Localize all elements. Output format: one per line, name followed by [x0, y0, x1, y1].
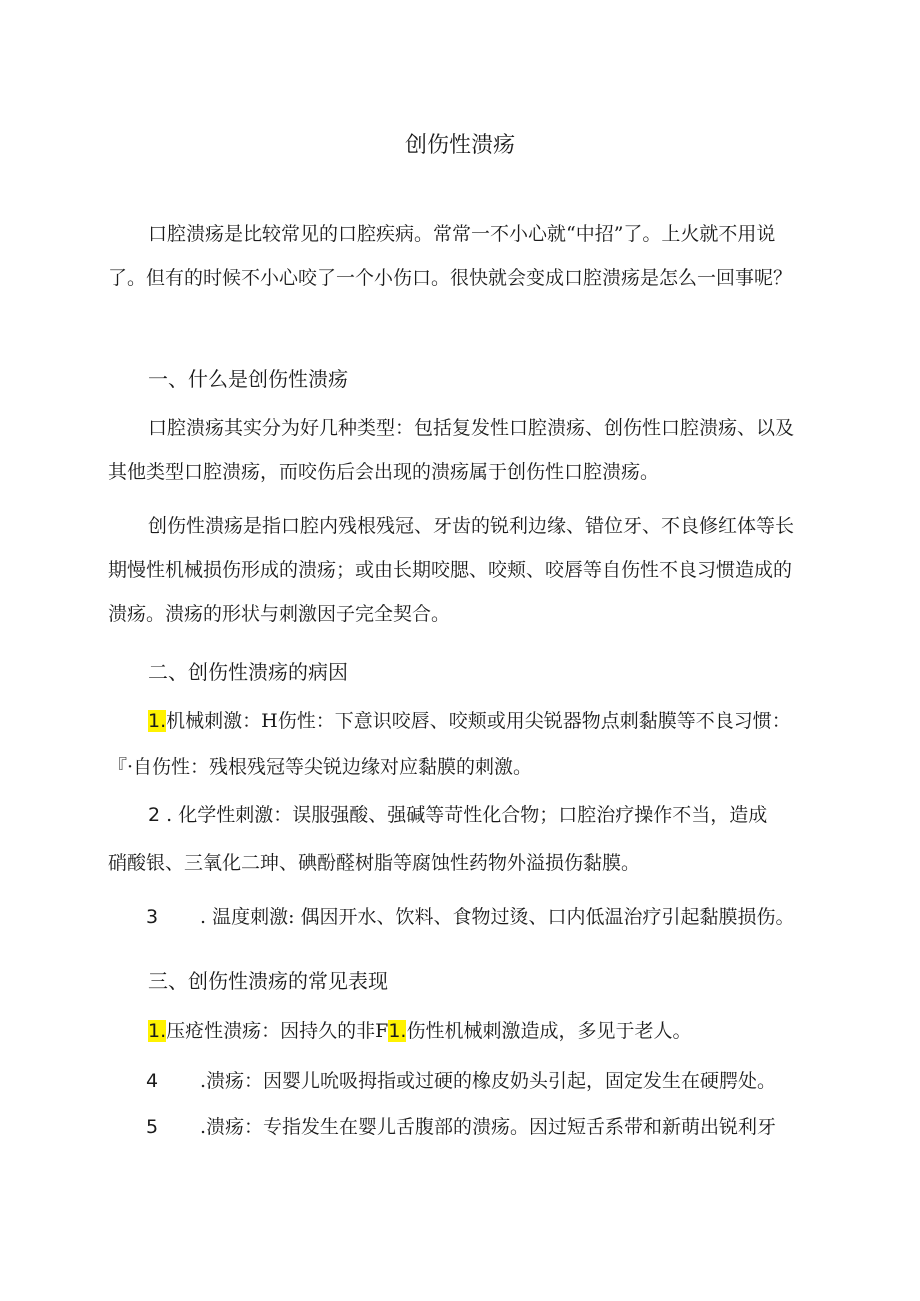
intro-paragraph: 口腔溃疡是比较常见的口腔疾病。常常一不小心就“中招”了。上火就不用说了。但有的时候不小心咬了一个小伤口。很快就会变成口腔溃疡是怎么一回事呢？: [108, 223, 793, 289]
symptom-item-5: [146, 1112, 866, 1142]
document-title: 创伤性溃疡: [404, 133, 515, 158]
symptom-item-5-number: 5: [146, 1116, 159, 1138]
cause-item-2-number: 2: [148, 804, 161, 826]
symptom-item-4: [146, 1066, 866, 1096]
cause-item-3-number: 3: [146, 906, 159, 928]
cause-item-1-line2: 『·自伤性：残根残冠等尖锐边缘对应黏膜的刺激。: [108, 756, 533, 778]
symptom-item-1-number: 1.: [148, 1020, 167, 1042]
cause-item-3-text: . 温度刺激: 偶因开水、饮料、食物过烫、口内低温治疗引起黏膜损伤。: [200, 906, 795, 928]
symptom-item-1-text-a: 压疮性溃疡：因持久的非F: [166, 1020, 389, 1042]
cause-item-2-line2: 硝酸银、三氧化二珅、碘酚醛树脂等腐蚀性药物外溢损伤黏膜。: [108, 852, 641, 874]
symptom-item-1: [148, 1016, 868, 1046]
symptom-item-1-text-b: 伤性机械刺激造成，多见于老人。: [406, 1020, 692, 1042]
section1-paragraph1: 口腔溃疡其实分为好几种类型：包括复发性口腔溃疡、创伤性口腔溃疡、以及其他类型口腔溃疡，而咬伤后会出现的溃疡属于创伤性口腔溃疡。: [108, 417, 795, 483]
symptom-item-4-number: 4: [146, 1070, 159, 1092]
cause-item-1-number: 1.: [148, 710, 167, 732]
section3-heading: 三、创伤性溃疡的常见表现: [148, 969, 388, 993]
symptom-item-1-highlight: 1.: [388, 1020, 407, 1042]
cause-item-1-text: 机械刺激：H伤性：下意识咬唇、咬颊或用尖锐器物点刺黏膜等不良习惯：: [166, 710, 791, 732]
symptom-item-4-text: .溃疡：因婴儿吮吸拇指或过硬的橡皮奶头引起，固定发生在硬腭处。: [200, 1070, 777, 1092]
cause-item-3: [146, 902, 866, 932]
cause-item-1-line1: [148, 706, 868, 736]
section1-heading: 一、什么是创伤性溃疡: [148, 367, 348, 391]
symptom-item-5-text: .溃疡：专指发生在婴儿舌腹部的溃疡。因过短舌系带和新萌出锐利牙: [200, 1116, 777, 1138]
section2-heading: 二、创伤性溃疡的病因: [148, 660, 348, 684]
cause-item-2-line1: [148, 800, 868, 830]
section1-paragraph2: 创伤性溃疡是指口腔内残根残冠、牙齿的锐利边缘、错位牙、不良修红体等长期慢性机械损伤形成的溃疡；或由长期咬腮、咬颊、咬唇等自伤性不良习惯造成的溃疡。溃疡的形状与刺激因子完全契合。: [108, 515, 795, 625]
cause-item-2-text: . 化学性刺激：误服强酸、强碱等苛性化合物；口腔治疗操作不当，造成: [160, 804, 768, 826]
